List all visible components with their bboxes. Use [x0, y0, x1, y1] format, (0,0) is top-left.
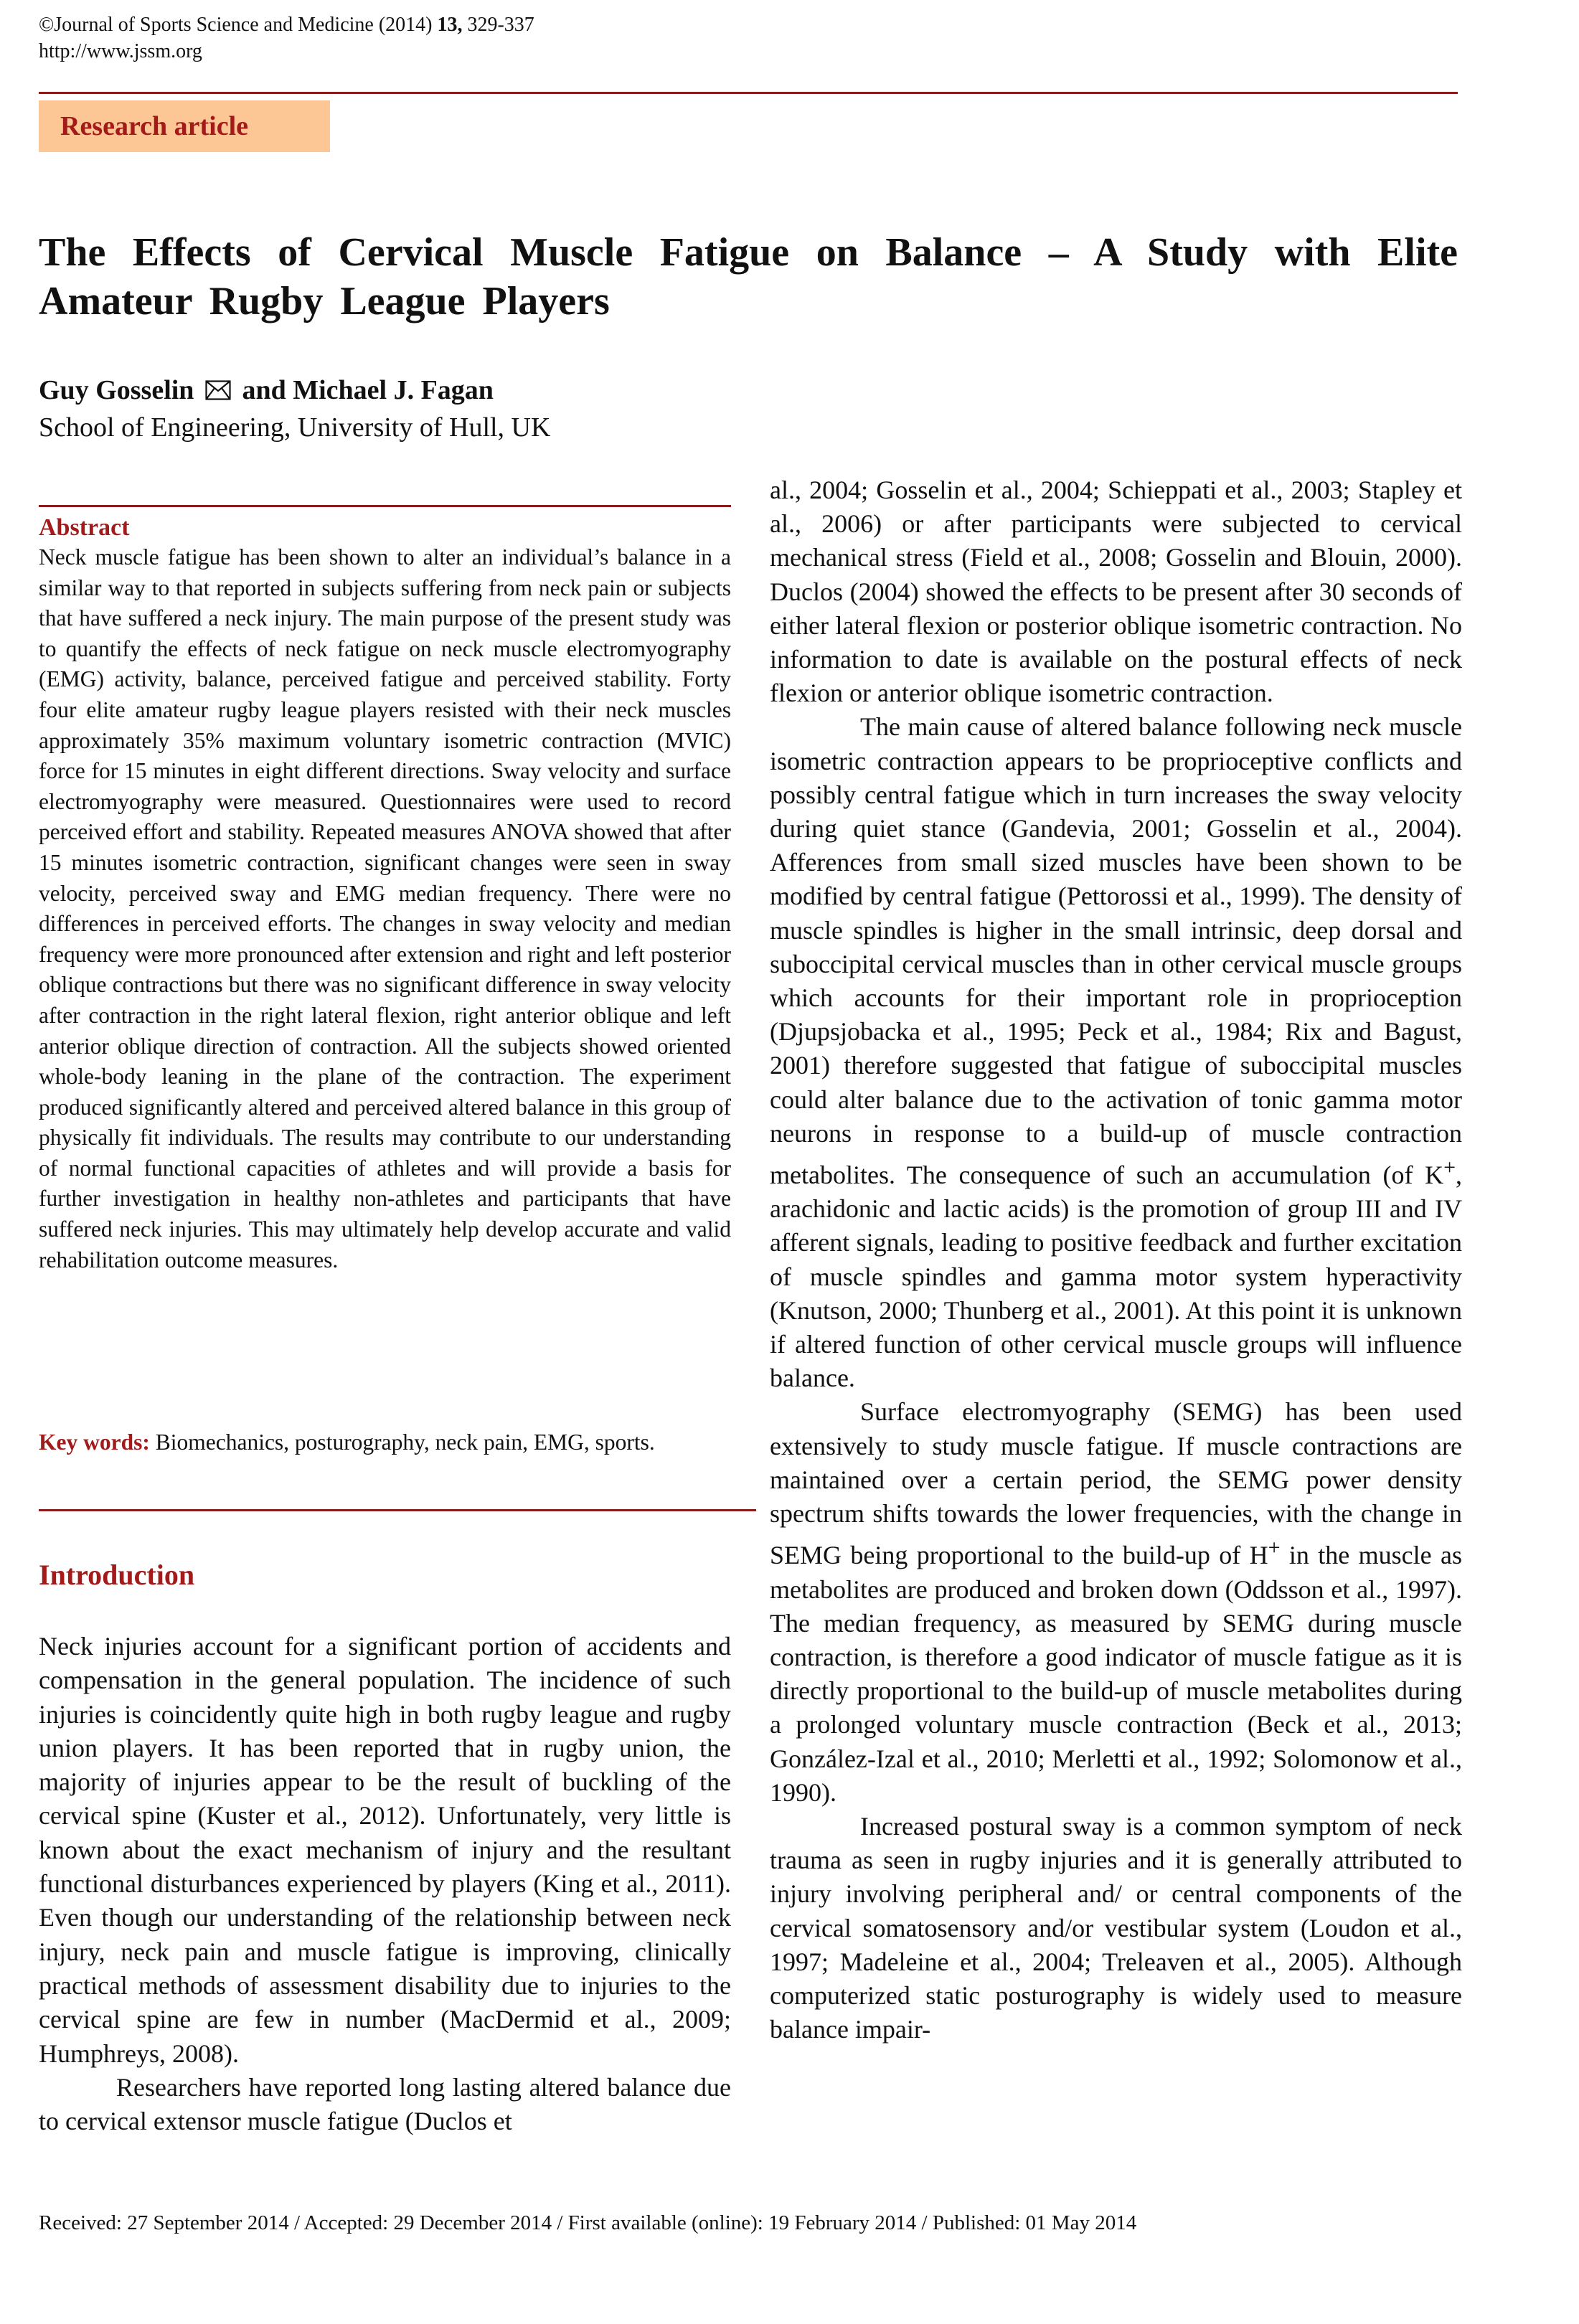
author-affiliation: School of Engineering, University of Hull, UK [39, 412, 551, 443]
abstract-text: Neck muscle fatigue has been shown to alter an individual’s balance in a similar way to that reported in subjects suffering from neck pain or subjects that have suffered a neck injury. The main purpose of the present study was to quantify the effects of neck fatigue on neck muscle electromyography (EMG) activity, balance, perceived fatigue and perceived stability. Forty four elite amateur rugby league players resisted with their neck muscles approximately 35% maximum voluntary isometric contraction (MVIC) force for 15 minutes in eight different directions. Sway velocity and surface electromyography were measured. Questionnaires were used to record perceived effort and stability. Repeated measures ANOVA showed that after 15 minutes isometric contraction, significant changes were seen in sway velocity, perceived sway and EMG median frequency. There were no differences in perceived efforts. The changes in sway velocity and median frequency were more pronounced after extension and right and left posterior oblique contractions but there was no significant difference in sway velocity after contraction in the right lateral flexion, right anterior oblique and left anterior oblique direction of contraction. All the subjects showed oriented whole-body leaning in the plane of the contraction. The experiment produced significantly altered and perceived altered balance in this group of physically fit individuals. The results may contribute to our understanding of normal functional capacities of athletes and will provide a basis for further investigation in healthy non-athletes and participants that have suffered neck injuries. This may ultimately help develop accurate and valid rehabilitation outcome measures. [39, 544, 731, 1272]
right-paragraph-3 [770, 1395, 1462, 1809]
keywords-label: Key words: [39, 1430, 150, 1455]
intro-paragraph-2: Researchers have reported long lasting altered balance due to cervical extensor muscle fatigue (Duclos et [39, 2072, 731, 2136]
potassium-superscript: + [1443, 1156, 1456, 1180]
envelope-icon[interactable] [205, 380, 231, 400]
right-p3-text-a: Surface electromyography (SEMG) has been used extensively to study muscle fatigue. If muscle contractions are maintained over a certain period, the SEMG power density spectrum shifts towards the lower frequencies, with the change in SEMG being proportional to the build-up of H [770, 1397, 1462, 1570]
abstract-bottom-divider [39, 1509, 756, 1511]
journal-pages: 329-337 [467, 14, 534, 36]
right-p2-text-a: The main cause of altered balance following neck muscle isometric contraction appears to be proprioceptive conflicts and possibly central fatigue which in turn increases the sway velocity during quiet stance (Gandevia, 2001; Gosselin et al., 2004). Afferences from small sized muscles have been shown to be modified by central fatigue (Pettorossi et al., 1999). The density of muscle spindles is higher in the small intrinsic, deep dorsal and suboccipital cervical muscles than in other cervical muscle groups which accounts for their important role in proprioception (Djupsjobacka et al., 1995; Peck et al., 1984; Rix and Bagust, 2001) therefore suggested that fatigue of suboccipital muscles could alter balance due to the activation of tonic gamma motor neurons in response to a build-up of muscle contraction metabolites. The consequence of such an accumulation (of K [770, 712, 1462, 1190]
author-line [39, 372, 494, 409]
header-divider [39, 92, 1458, 94]
journal-name: ©Journal of Sports Science and Medicine (2014) [39, 14, 433, 36]
publication-dates-footer: Received: 27 September 2014 / Accepted: 29 December 2014 / First available (online): 19 February 2014 / Published: 01 May 2014 [39, 2211, 1137, 2234]
keywords [39, 1427, 731, 1458]
author-rest: and Michael J. Fagan [242, 375, 494, 405]
keywords-text: Biomechanics, posturography, neck pain, EMG, sports. [155, 1430, 655, 1455]
right-paragraph-2 [770, 710, 1462, 1395]
hydrogen-superscript: + [1268, 1536, 1281, 1560]
introduction-heading: Introduction [39, 1559, 195, 1591]
article-type-badge: Research article [39, 100, 330, 152]
right-p3-text-b: in the muscle as metabolites are produced and broken down (Oddsson et al., 1997). The median frequency, as measured by SEMG during muscle contraction, is therefore a good indicator of muscle fatigue as it is directly proportional to the build-up of muscle metabolites during a prolonged voluntary muscle contraction (Beck et al., 2013; González-Izal et al., 2010; Merletti et al., 1992; Solomonow et al., 1990). [770, 1541, 1463, 1807]
intro-paragraph-1: Neck injuries account for a significant portion of accidents and compensation in the general population. The incidence of such injuries is coincidently quite high in both rugby league and rugby union players. It has been reported that in rugby union, the majority of injuries appear to be the result of buckling of the cervical spine (Kuster et al., 2012). Unfortunately, very little is known about the exact mechanism of injury and the resultant functional disturbances experienced by players (King et al., 2011). Even though our understanding of the relationship between neck injury, neck pain and muscle fatigue is improving, clinically practical methods of assessment disability due to injuries to the cervical spine are few in number (MacDermid et al., 2009; Humphreys, 2008). [39, 1632, 731, 2068]
right-column-body [770, 473, 1462, 2046]
abstract-heading: Abstract [39, 514, 130, 541]
article-title: The Effects of Cervical Muscle Fatigue on Balance – A Study with Elite Amateur Rugby League Players [39, 230, 1458, 323]
abstract-top-divider [39, 505, 731, 507]
right-paragraph-4: Increased postural sway is a common symptom of neck trauma as seen in rugby injuries and it is generally attributed to injury involving peripheral and/ or central components of the cervical somatosensory and/or vestibular system (Loudon et al., 1997; Madeleine et al., 2004; Treleaven et al., 2005). Although computerized static posturography is widely used to measure balance impair- [770, 1811, 1462, 2044]
journal-url[interactable]: http://www.jssm.org [39, 40, 202, 62]
right-p2-text-b: , arachidonic and lactic acids) is the promotion of group III and IV afferent signals, leading to positive feedback and further excitation of muscle spindles and gamma motor system hyperactivity (Knutson, 2000; Thunberg et al., 2001). At this point it is unknown if altered function of other cervical muscle groups will influence balance. [770, 1161, 1462, 1393]
journal-volume: 13, [437, 14, 463, 36]
journal-citation [39, 11, 534, 39]
introduction-body [39, 1630, 731, 2138]
right-paragraph-1: al., 2004; Gosselin et al., 2004; Schieppati et al., 2003; Stapley et al., 2006) or after participants were subjected to cervical mechanical stress (Field et al., 2008; Gosselin and Blouin, 2000). Duclos (2004) showed the effects to be present after 30 seconds of either lateral flexion or posterior oblique isometric contraction. No information to date is available on the postural effects of neck flexion or anterior oblique isometric contraction. [770, 476, 1462, 708]
author-first: Guy Gosselin [39, 375, 194, 405]
